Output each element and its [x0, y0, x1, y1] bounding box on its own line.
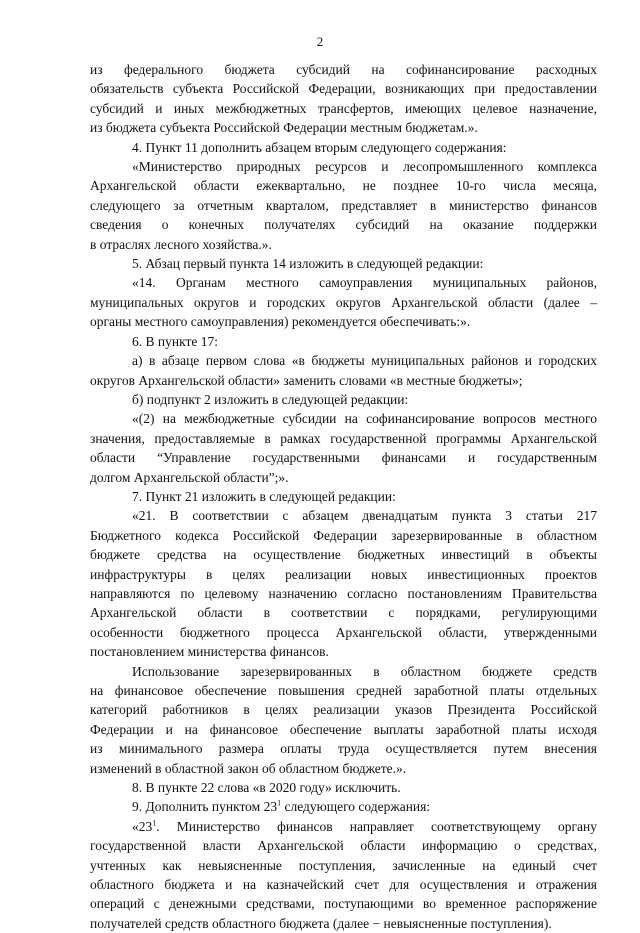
paragraph-quote-23-1: [90, 817, 597, 933]
text-line: категорий работников в целях реализации указов Президента Российской: [90, 702, 597, 718]
text-line: следующего за отчетным кварталом, представляет в министерство финансов: [90, 197, 597, 213]
text-line: Архангельской области в соответствии с порядками, регулирующими: [90, 605, 597, 621]
text-line: направляются по целевому назначению согласно постановлениям Правительства: [90, 585, 597, 601]
text-line: области “Управление государственными финансами и государственным: [90, 450, 597, 466]
paragraph-item-4: [90, 138, 597, 157]
text-line: из бюджета субъекта Российской Федерации местным бюджетам.».: [90, 120, 478, 136]
text-fragment: . Министерство финансов направляет соответствующему органу: [156, 818, 597, 834]
page-number: 2: [316, 34, 324, 49]
text-line: «Министерство природных ресурсов и лесопромышленного комплекса: [132, 159, 597, 175]
document-body: [90, 60, 597, 933]
text-line: получателей средств областного бюджета (далее − невыясненные поступления).: [90, 915, 552, 931]
text-line: б) подпункт 2 изложить в следующей редакции:: [132, 391, 409, 407]
text-line: «14. Органам местного самоуправления муниципальных районов,: [132, 275, 597, 291]
text-line: из федерального бюджета субсидий на софинансирование расходных: [90, 62, 597, 77]
text-line: обязательств субъекта Российской Федерации, возникающих при предоставлении: [90, 81, 597, 97]
paragraph-item-6: [90, 332, 597, 351]
text-line: Использование зарезервированных в областном бюджете средств: [132, 663, 597, 679]
text-line: 7. Пункт 21 изложить в следующей редакции:: [132, 488, 396, 504]
text-line: особенности бюджетного процесса Архангельской области, утвержденными: [90, 624, 597, 640]
text-line: Архангельской области ежеквартально, не позднее 10-го числа месяца,: [90, 178, 597, 194]
text-line: бюджете средства на осуществление бюджетных инвестиций в объекты: [90, 547, 597, 563]
text-fragment: 9. Дополнить пунктом 23: [132, 799, 278, 815]
text-line: 6. В пункте 17:: [132, 333, 218, 349]
text-line: инфраструктуры в целях реализации новых инвестиционных проектов: [90, 566, 597, 582]
text-line: операций с денежными средствами, поступающими во временное распоряжение: [90, 896, 597, 912]
text-line: сведения о конечных получателях субсидий на оказание поддержки: [90, 217, 597, 233]
text-line: постановлением министерства финансов.: [90, 644, 329, 660]
text-line: Бюджетного кодекса Российской Федерации зарезервированные в областном: [90, 527, 597, 543]
text-line: областного бюджета и на казначейский счет для осуществления и отражения: [90, 877, 597, 893]
text-line: учтенных как невыясненные поступления, зачисленные на единый счет: [90, 857, 597, 873]
paragraph-item-5: [90, 254, 597, 273]
text-fragment: «23: [132, 818, 153, 834]
text-line: 8. В пункте 22 слова «в 2020 году» исключить.: [132, 780, 401, 796]
paragraph-continuation: [90, 60, 597, 138]
superscript: 1: [277, 798, 282, 808]
text-line: [90, 817, 597, 836]
text-line: органы местного самоуправления) рекомендуется обеспечивать:».: [90, 314, 471, 330]
text-line: округов Архангельской области» заменить словами «в местные бюджеты»;: [90, 372, 523, 388]
text-line: государственной власти Архангельской области информацию о средствах,: [90, 838, 597, 854]
text-line: на финансовое обеспечение повышения средней заработной платы отдельных: [90, 683, 597, 698]
paragraph-quote-21: [90, 506, 597, 661]
text-line: а) в абзаце первом слова «в бюджеты муниципальных районов и городских: [132, 353, 597, 369]
text-line: изменений в областной закон об областном бюджете.».: [90, 760, 407, 776]
text-fragment: следующего содержания:: [281, 799, 431, 815]
paragraph-item-8: [90, 778, 597, 797]
text-line: 5. Абзац первый пункта 14 изложить в следующей редакции:: [132, 256, 484, 272]
paragraph-subitem-a: [90, 351, 597, 390]
paragraph-subitem-b: [90, 390, 597, 409]
text-line: в отраслях лесного хозяйства.».: [90, 236, 272, 252]
text-line: 4. Пункт 11 дополнить абзацем вторым следующего содержания:: [132, 139, 507, 155]
text-line: значения, предоставляемые в рамках государственной программы Архангельской: [90, 430, 597, 446]
text-line: муниципальных округов и городских округов Архангельской области (далее –: [90, 294, 597, 310]
text-line: [90, 797, 597, 816]
text-line: Федерации и на финансовое обеспечение выплаты заработной платы исходя: [90, 721, 597, 737]
text-line: «21. В соответствии с абзацем двенадцатым пункта 3 статьи 217: [132, 508, 597, 524]
text-line: из минимального размера оплаты труда осуществляется путем внесения: [90, 741, 597, 757]
paragraph-item-7: [90, 487, 597, 506]
text-line: субсидий и иных межбюджетных трансфертов, имеющих целевое назначение,: [90, 100, 597, 116]
paragraph-quote-subpoint-2: [90, 409, 597, 487]
paragraph-quote-14: [90, 273, 597, 331]
superscript: 1: [152, 818, 157, 828]
paragraph-reserved-funds: [90, 662, 597, 778]
paragraph-quote-forestry: [90, 157, 597, 254]
text-line: долгом Архангельской области”;».: [90, 469, 289, 485]
text-line: «(2) на межбюджетные субсидии на софинансирование вопросов местного: [132, 411, 597, 427]
paragraph-item-9: [90, 797, 597, 816]
